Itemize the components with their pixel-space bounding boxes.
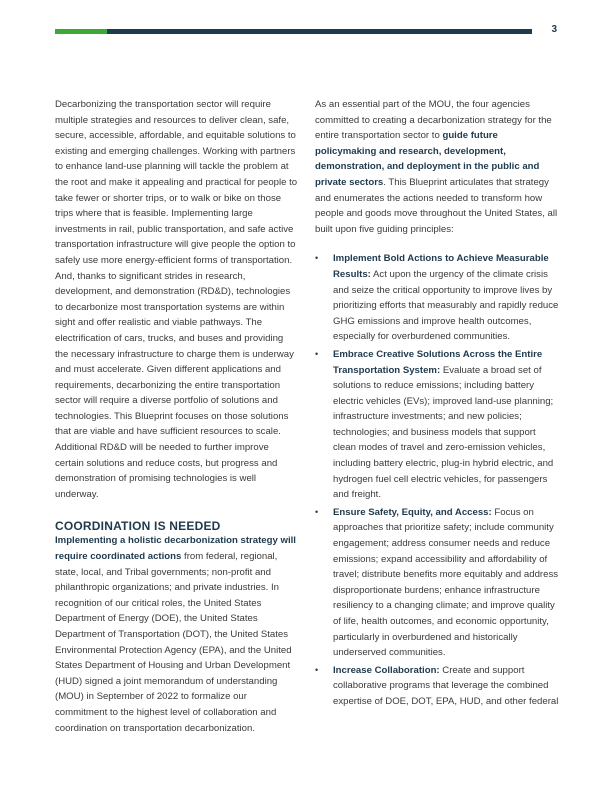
header-rule [55,29,532,34]
principle-title: Implement Bold Actions to Achieve Measurable Results: [333,253,549,280]
principle-text: Act upon the urgency of the climate crisis and seize the critical opportunity to improve lives by prioritizing efforts that measurably and rapidly reduce GHG emissions and improve health outcomes, especially for overburdened communities. [333,268,559,343]
page-number: 3 [551,24,557,35]
mou-paragraph [315,97,560,237]
principle-text: Evaluate a broad set of solutions to reduce emissions; including battery electric vehicles (EVs); improved land-use planning; infrastructure investments; and new policies; technologies; and business models that support clean modes of travel and zero-emission vehicles, including battery electric, plug-in hybrid electric, and hydrogen fuel cell electric vehicles, for passengers and freight. [333,364,554,501]
principle-title: Ensure Safety, Equity, and Access: [333,506,492,518]
coordination-text: from federal, regional, state, local, and Tribal governments; non-profit and philanthropic organizations; and private industries. In recognition of our critical roles, the United States Department of Energy (DOE), the United States Department of Transportation (DOT), the United States Environmental Protection Agency (EPA), and the United States Department of Housing and Urban Development (HUD) signed a joint memorandum of understanding (MOU) in September of 2022 to formalize our commitment to the highest level of collaboration and coordination on transportation decarbonization. [55,551,292,734]
left-column [55,97,298,736]
coordination-bold-lead: Implementing a holistic decarbonization strategy will require coordinated actions [55,535,296,563]
principle-text: Focus on approaches that prioritize safety; include community engagement; address consumer needs and reduce emissions; expand accessibility and affordability of travel; distribute benefits more equitably and address disproportionate burdens; enhance infrastructure resiliency to a changing climate; and improve quality of life, health outcomes, and economic opportunity, particularly in overburdened and historically underserved communities. [333,506,559,659]
bullet-icon: • [315,253,319,264]
list-item [315,505,560,661]
mou-text-post: . This Blueprint articulates that strategy and enumerates the actions needed to transform how people and goods move throughout the United States, all built upon five guiding principles: [315,176,558,235]
principle-title: Embrace Creative Solutions Across the Entire Transportation System: [333,348,543,376]
bullet-icon: • [315,348,319,359]
coordination-paragraph [55,533,298,736]
list-item [315,663,560,710]
mou-text-bold: guide future policymaking and research, development, demonstration, and deployment in the public and private sectors [315,130,540,188]
bullet-icon: • [315,664,319,675]
bullet-icon: • [315,506,319,517]
principle-text: Create and support collaborative programs that leverage the combined expertise of DOE, DOT, EPA, HUD, and other federal [333,664,559,707]
list-item [315,347,560,503]
header-rule-accent [55,29,107,34]
guiding-principles-list [315,251,560,709]
mou-text-pre: As an essential part of the MOU, the four agencies committed to creating a decarbonization strategy for the entire transportation sector to [315,99,552,142]
list-item [315,251,560,345]
intro-paragraph: Decarbonizing the transportation sector will require multiple strategies and resources to deliver clean, safe, secure, accessible, affordable, and equitable solutions to existing and emerging challenges. Working with partners to enhance land-use planning will tackle the problem at the root and make it appealing and practical for people to take fewer or shorter trips, or to walk or bike on those trips where that is feasible. Implementing large investments in rail, public transportation, and safe active transportation infrastructure will give people the option to safely use more energy-efficient forms of transportation. And, thanks to significant strides in research, development, and demonstration (RD&D), technologies to decarbonize most transportation systems are within sight and offer realistic and viable pathways. The electrification of cars, trucks, and buses and providing the necessary infrastructure to charge them is underway and must accelerate. Given different applications and requirements, decarbonizing the entire transportation sector will require a diverse portfolio of solutions and technologies. This Blueprint focuses on those solutions that are viable and have sufficient resources to scale. Additional RD&D will be needed to further improve certain solutions and reduce costs, but progress and demonstration of promising technologies is well underway. [55,99,298,500]
section-heading: COORDINATION IS NEEDED [55,519,221,534]
principle-title: Increase Collaboration: [333,664,440,676]
right-column [315,97,560,712]
